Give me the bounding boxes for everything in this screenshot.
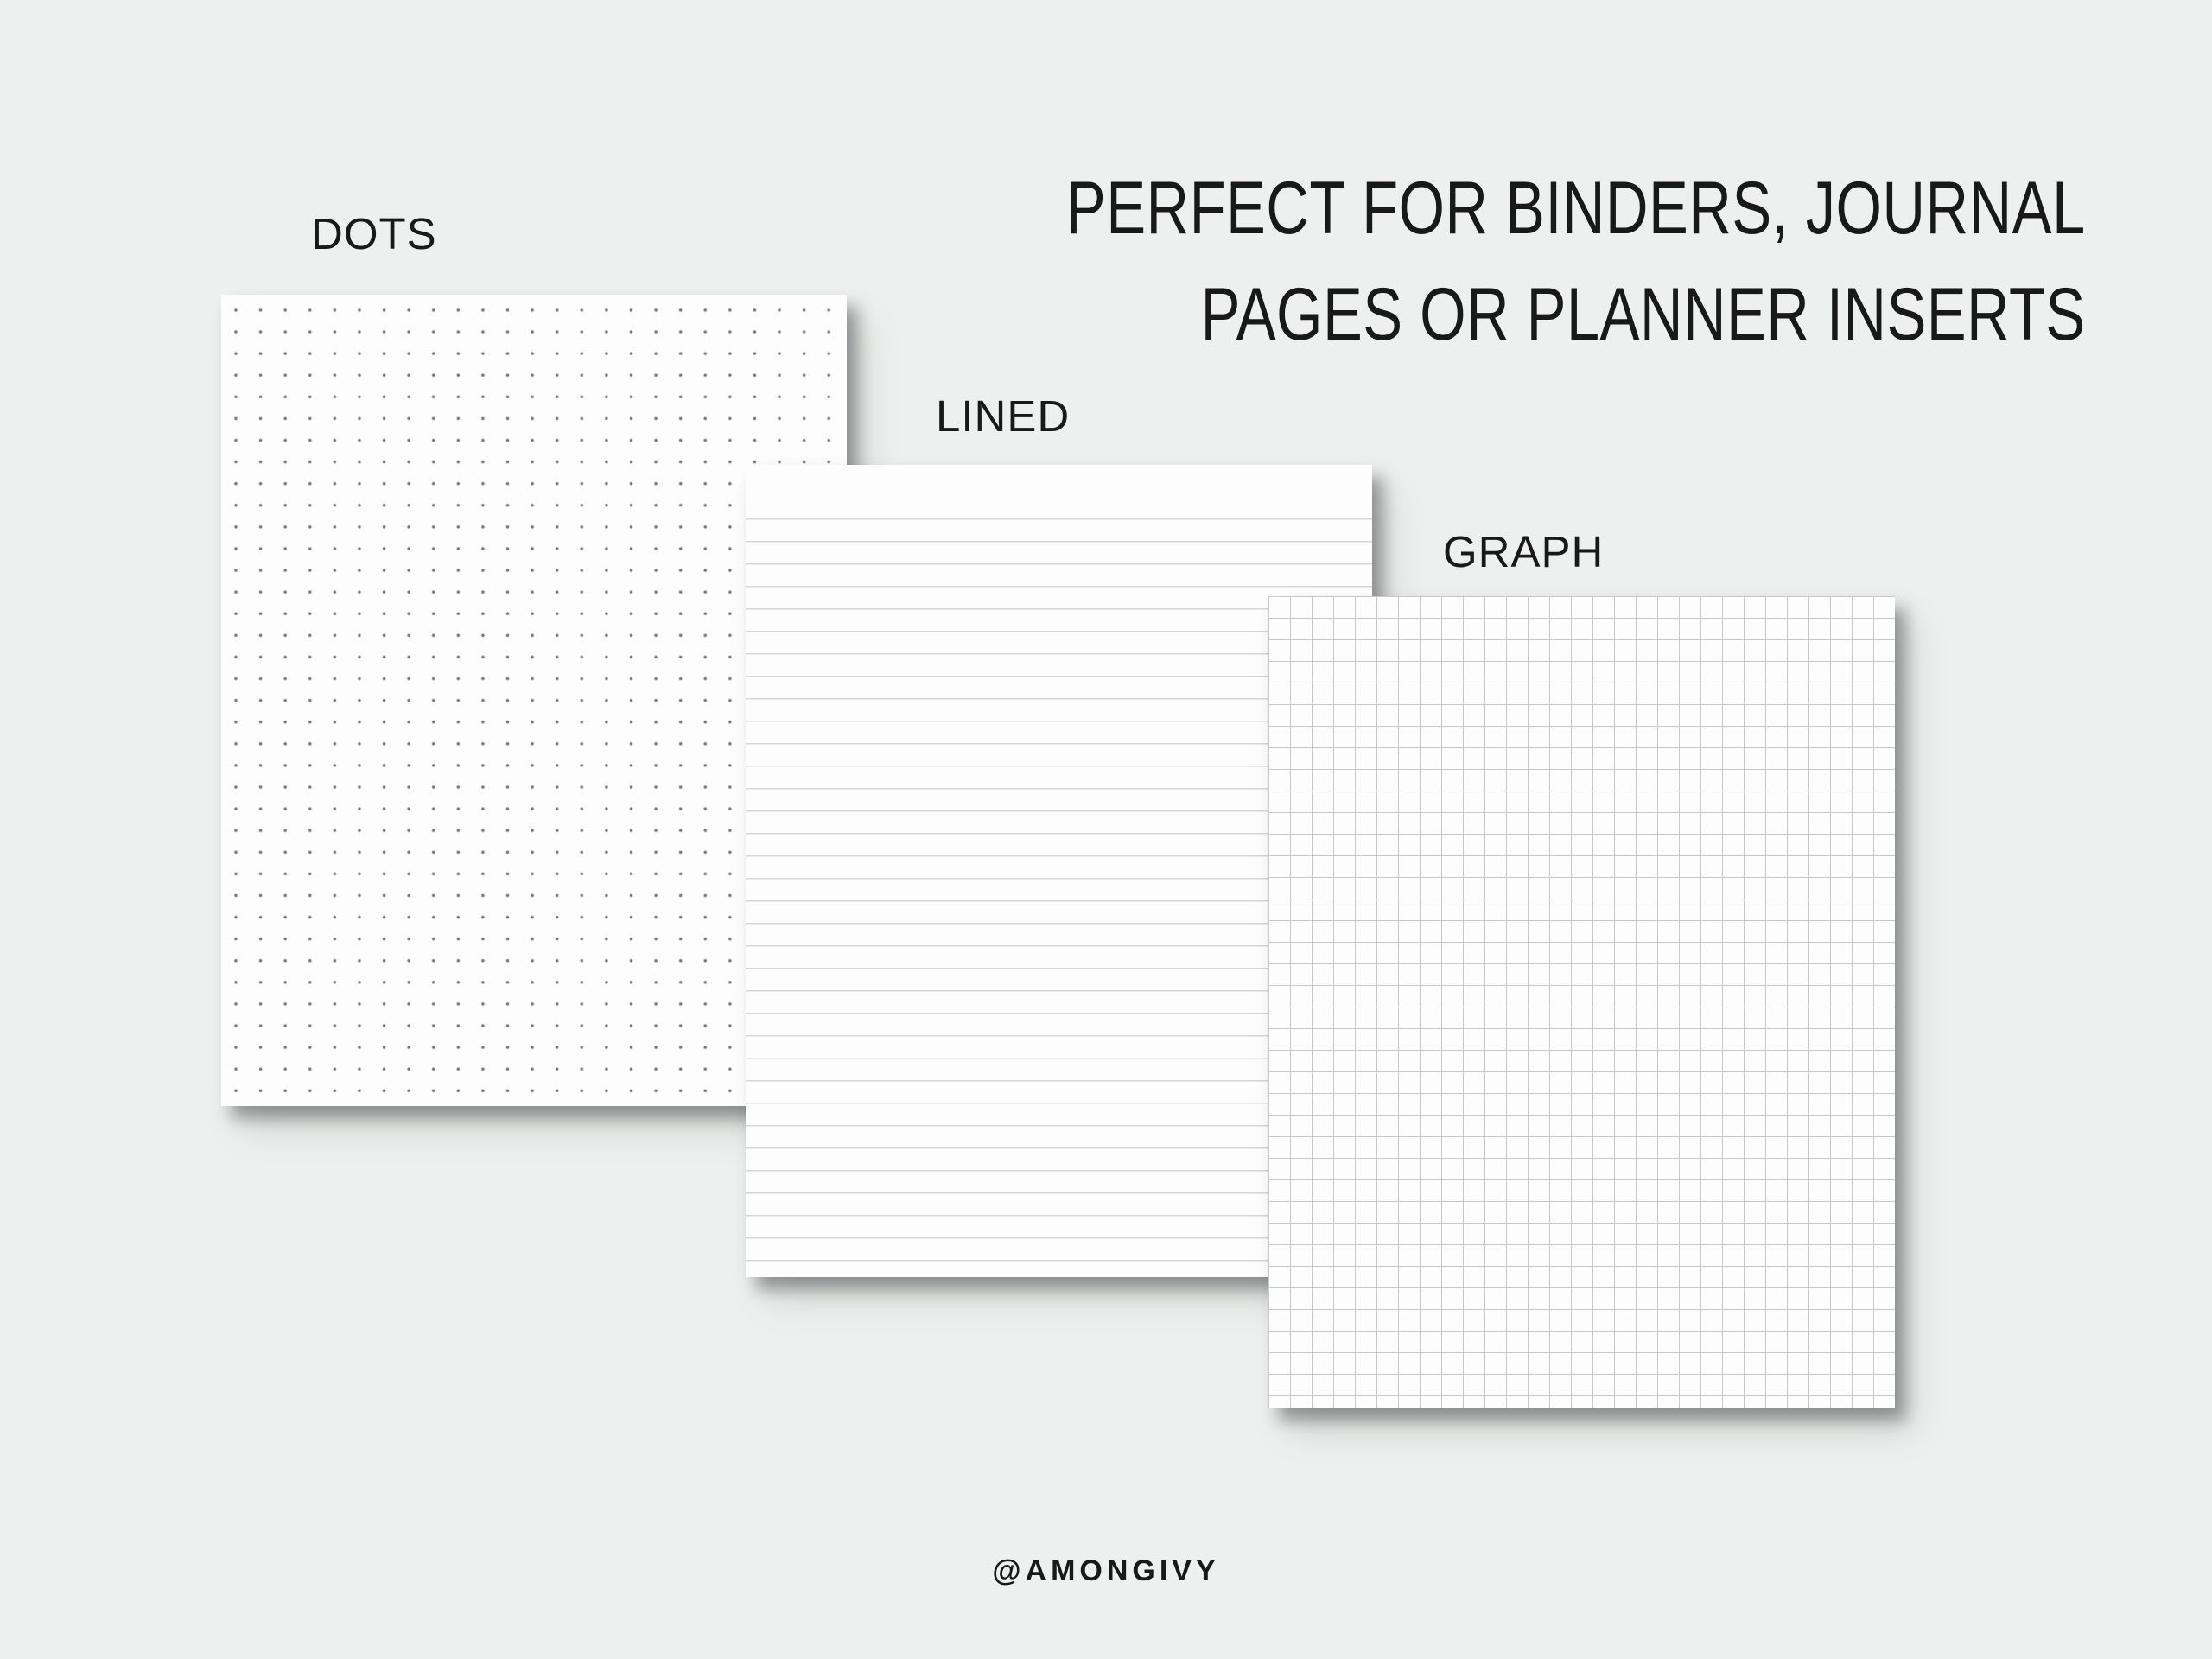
headline-line-2: PAGES OR PLANNER INSERTS — [1200, 273, 2086, 356]
watermark-handle: @AMONGIVY — [992, 1554, 1220, 1587]
headline-line-1: PERFECT FOR BINDERS, JOURNAL — [1066, 167, 2086, 250]
graph-paper-preview — [1268, 596, 1895, 1408]
graph-label: GRAPH — [1443, 527, 1605, 576]
dots-label: DOTS — [311, 209, 437, 258]
headline — [1066, 156, 2086, 368]
lined-label: LINED — [936, 391, 1071, 441]
